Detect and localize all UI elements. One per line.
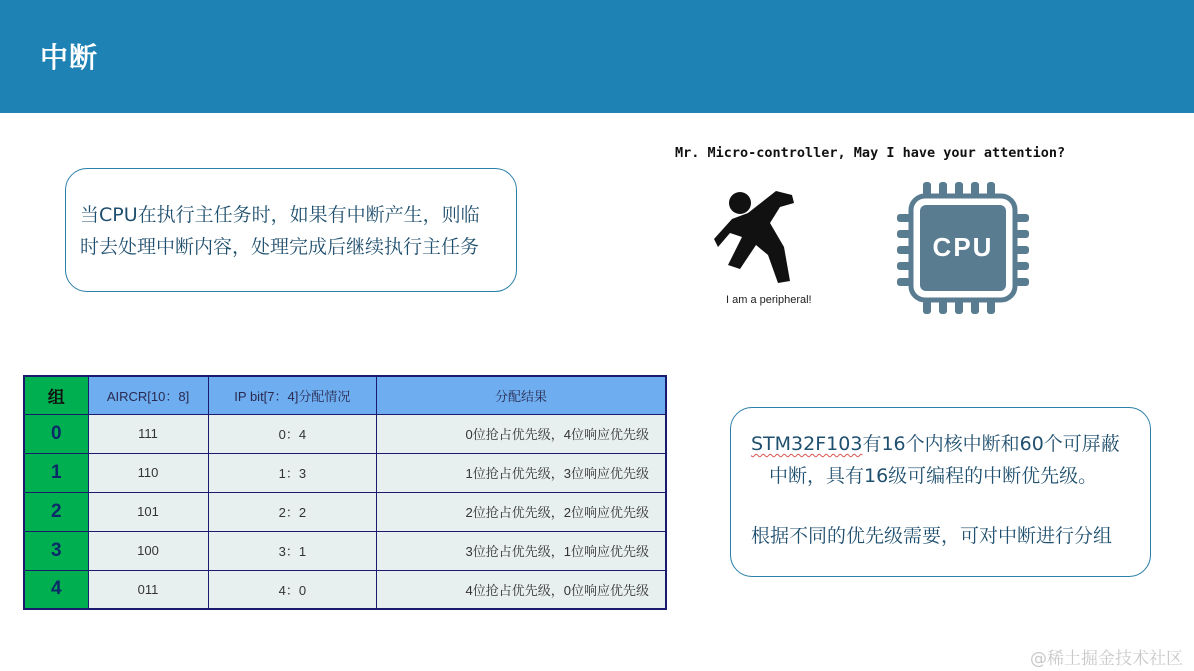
result-cell: 0位抢占优先级，4位响应优先级: [377, 414, 666, 453]
priority-group-table: [23, 375, 667, 610]
group-cell: 0: [24, 414, 88, 453]
stm-model: STM32F103: [751, 433, 863, 455]
ip-bits-cell: 1：3: [208, 453, 377, 492]
peripheral-figure-icon: [710, 185, 800, 285]
group-cell: 2: [24, 492, 88, 531]
stm-line-3: 根据不同的优先级需要，可对中断进行分组: [751, 525, 1113, 547]
watermark: @稀土掘金技术社区: [1030, 649, 1183, 669]
aircr-cell: 011: [88, 570, 208, 609]
table-row: [24, 492, 666, 531]
result-cell: 4位抢占优先级，0位响应优先级: [377, 570, 666, 609]
ip-bits-cell: 0：4: [208, 414, 377, 453]
result-cell: 3位抢占优先级，1位响应优先级: [377, 531, 666, 570]
illustration-caption: Mr. Micro-controller, May I have your attention?: [675, 145, 1066, 161]
spacer: [751, 492, 1140, 520]
table-header-row: [24, 376, 666, 414]
stm-line-1: [751, 428, 1140, 460]
stm-line-2: 中断，具有16级可编程的中断优先级。: [769, 465, 1098, 487]
peripheral-label: I am a peripheral!: [726, 294, 812, 306]
page-title: 中断: [40, 41, 99, 74]
header-group: 组: [24, 376, 88, 414]
aircr-cell: 111: [88, 414, 208, 453]
intro-line-2: 时去处理中断内容，处理完成后继续执行主任务: [80, 236, 480, 258]
stm-line-1-rest: 有16个内核中断和60个可屏蔽: [862, 433, 1120, 455]
header-ip-bits: IP bit[7：4]分配情况: [208, 376, 377, 414]
header-bar: [0, 0, 1194, 113]
header-result: 分配结果: [377, 376, 666, 414]
ip-bits-cell: 2：2: [208, 492, 377, 531]
result-cell: 2位抢占优先级，2位响应优先级: [377, 492, 666, 531]
aircr-cell: 101: [88, 492, 208, 531]
aircr-cell: 100: [88, 531, 208, 570]
stm32-info-textbox: [730, 407, 1151, 577]
group-cell: 3: [24, 531, 88, 570]
table-row: [24, 414, 666, 453]
table-row: [24, 531, 666, 570]
table-row: [24, 453, 666, 492]
ip-bits-cell: 4：0: [208, 570, 377, 609]
cpu-chip-icon: [893, 180, 1033, 316]
ip-bits-cell: 3：1: [208, 531, 377, 570]
group-cell: 1: [24, 453, 88, 492]
result-cell: 1位抢占优先级，3位响应优先级: [377, 453, 666, 492]
cpu-label: CPU: [932, 232, 994, 262]
table-row: [24, 570, 666, 609]
header-aircr: AIRCR[10：8]: [88, 376, 208, 414]
group-cell: 4: [24, 570, 88, 609]
aircr-cell: 110: [88, 453, 208, 492]
intro-textbox: [65, 168, 517, 292]
intro-line-1: 当CPU在执行主任务时，如果有中断产生，则临: [80, 204, 480, 226]
